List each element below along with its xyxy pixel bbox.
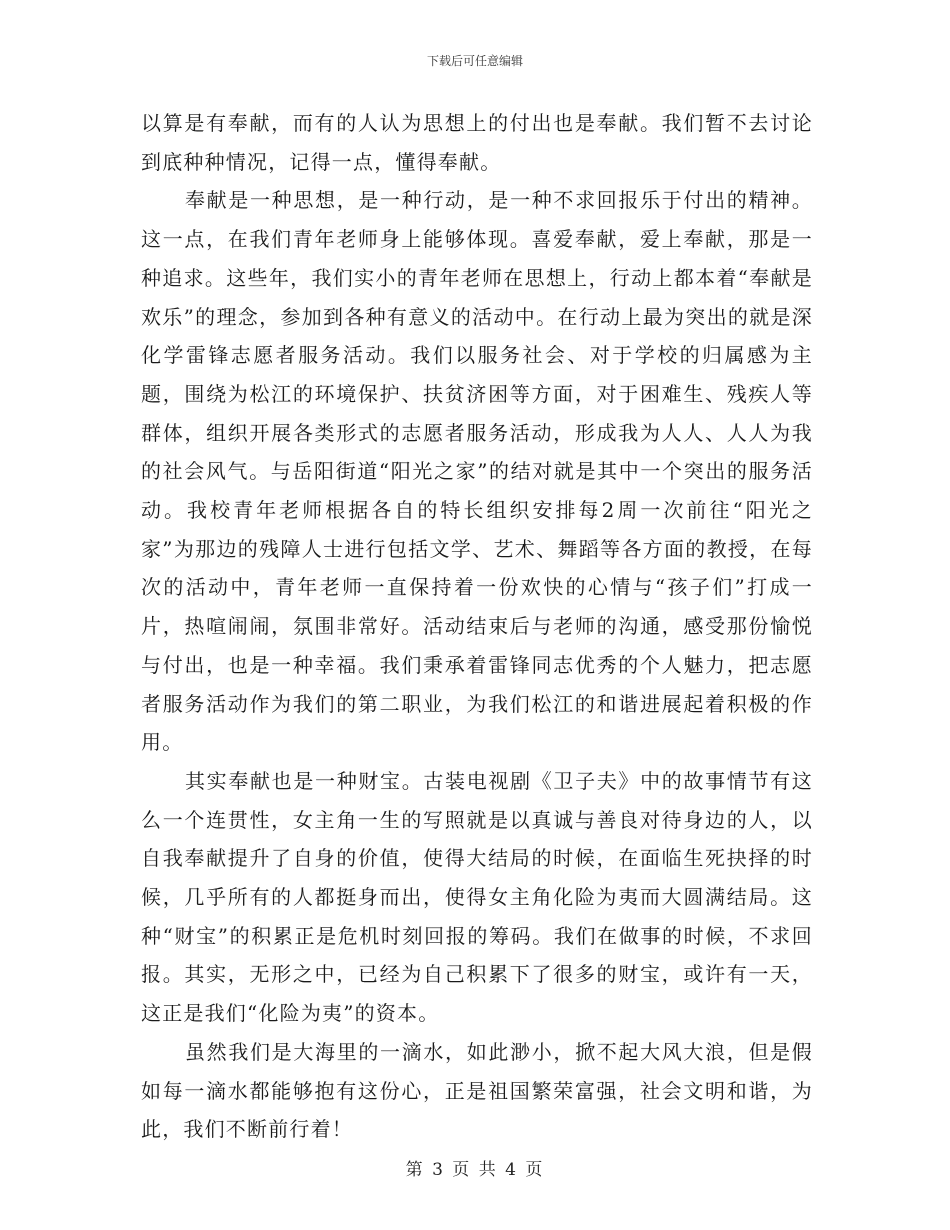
- document-body: [141, 104, 813, 1149]
- paragraph-2: 奉献是一种思想，是一种行动，是一种不求回报乐于付出的精神。这一点，在我们青年老师身上能够体现。喜爱奉献，爱上奉献，那是一种追求。这些年，我们实小的青年老师在思想上，行动上都本着“奉献是欢乐”的理念，参加到各种有意义的活动中。在行动上最为突出的就是深化学雷锋志愿者服务活动。我们以服务社会、对于学校的归属感为主题，围绕为松江的环境保护、扶贫济困等方面，对于困难生、残疾人等群体，组织开展各类形式的志愿者服务活动，形成我为人人、人人为我的社会风气。与岳阳街道“阳光之家”的结对就是其中一个突出的服务活动。我校青年老师根据各自的特长组织安排每2周一次前往“阳光之家”为那边的残障人士进行包括文学、艺术、舞蹈等各方面的教授，在每次的活动中，青年老师一直保持着一份欢快的心情与“孩子们”打成一片，热喧闹闹，氛围非常好。活动结束后与老师的沟通，感受那份愉悦与付出，也是一种幸福。我们秉承着雷锋同志优秀的个人魅力，把志愿者服务活动作为我们的第二职业，为我们松江的和谐进展起着积极的作用。: [141, 188, 813, 755]
- page-header: 下载后可任意编辑: [426, 54, 523, 68]
- paragraph-1: 以算是有奉献，而有的人认为思想上的付出也是奉献。我们暂不去讨论到底种种情况，记得一点，懂得奉献。: [141, 111, 813, 174]
- page-number-footer: 第 3 页 共 4 页: [405, 1160, 545, 1180]
- paragraph-3: 其实奉献也是一种财宝。古装电视剧《卫子夫》中的故事情节有这么一个连贯性，女主角一生的写照就是以真诚与善良对待身边的人，以自我奉献提升了自身的价值，使得大结局的时候，在面临生死抉择的时候，几乎所有的人都挺身而出，使得女主角化险为夷而大圆满结局。这种“财宝”的积累正是危机时刻回报的筹码。我们在做事的时候，不求回报。其实，无形之中，已经为自己积累下了很多的财宝，或许有一天，这正是我们“化险为夷”的资本。: [141, 768, 813, 1026]
- paragraph-4: 虽然我们是大海里的一滴水，如此渺小，掀不起大风大浪，但是假如每一滴水都能够抱有这份心，正是祖国繁荣富强，社会文明和谐，为此，我们不断前行着！: [141, 1039, 813, 1142]
